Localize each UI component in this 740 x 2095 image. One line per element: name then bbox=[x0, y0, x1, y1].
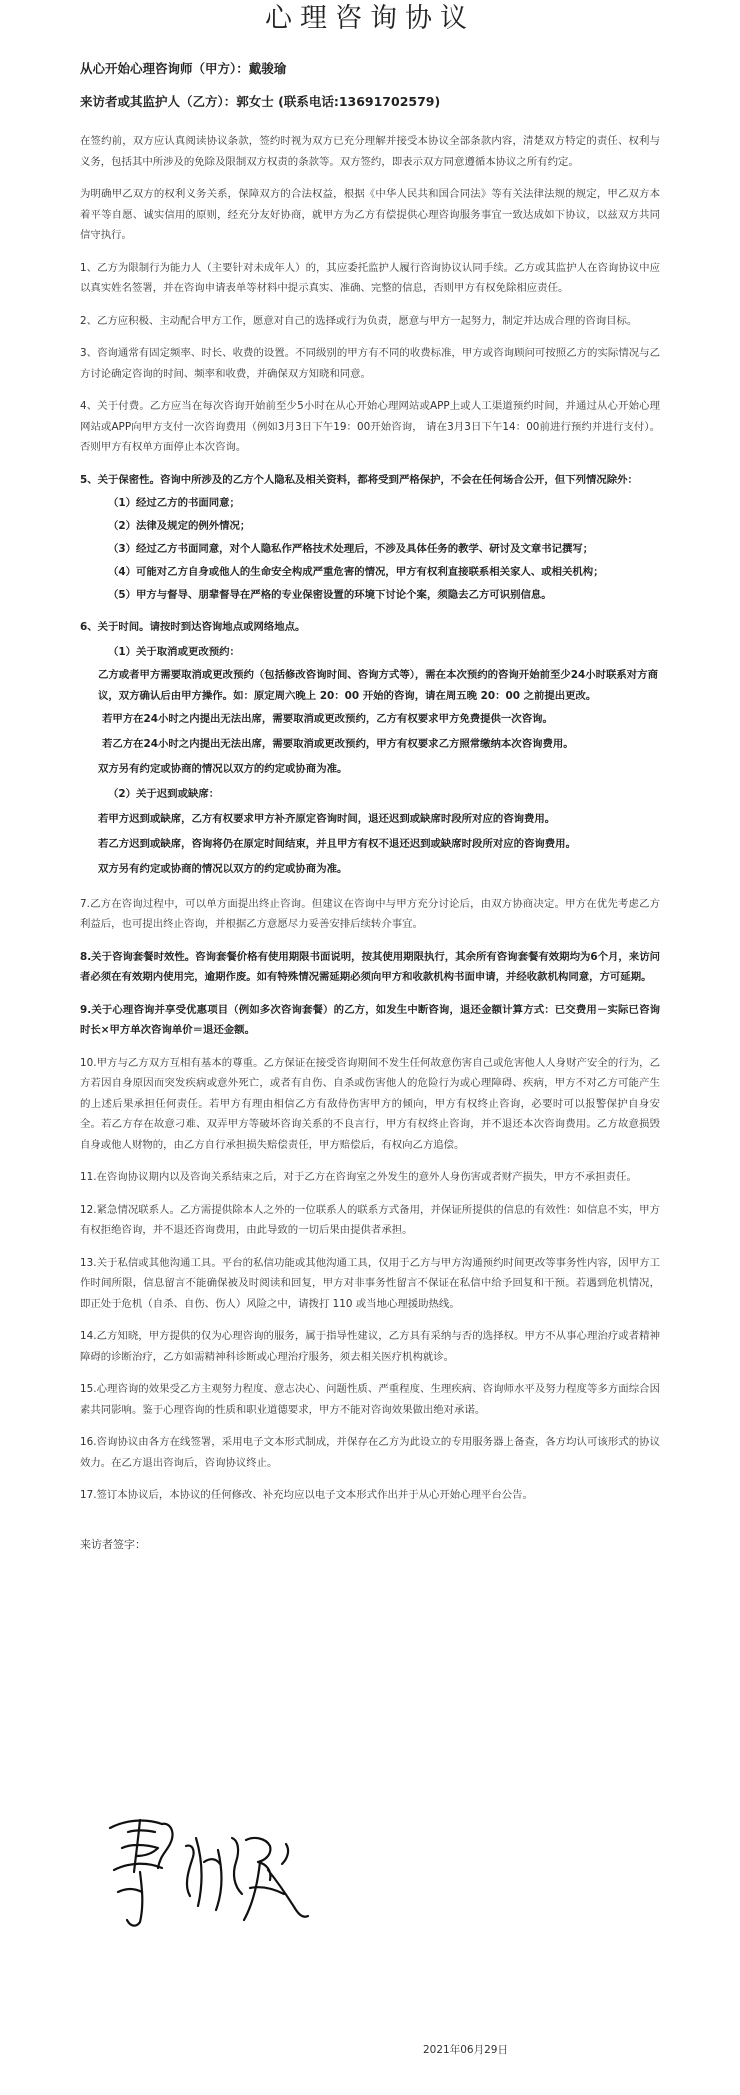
clause-5-exceptions bbox=[80, 492, 660, 607]
clause-3: 3、咨询通常有固定频率、时长、收费的设置。不同级别的甲方有不同的收费标准，甲方或咨询顾问可按照乙方的实际情况与乙方讨论确定咨询的时间、频率和收费，并确保双方知晓和同意。 bbox=[80, 347, 660, 380]
clause-6-intro: 6、关于时间。请按时到达咨询地点或网络地点。 bbox=[80, 621, 306, 633]
document-title: 心理咨询协议 bbox=[265, 3, 475, 34]
clause-5-item: （3）经过乙方书面同意，对个人隐私作严格技术处理后，不涉及具体任务的教学、研讨及文章书记撰写； bbox=[108, 543, 594, 555]
clause-6-line: 若乙方迟到或缺席，咨询将仍在原定时间结束，并且甲方有权不退还迟到或缺席时段所对应的咨询费用。 bbox=[98, 837, 576, 850]
clause-13: 13.关于私信或其他沟通工具。平台的私信功能或其他沟通工具，仅用于乙方与甲方沟通预约时间更改等事务性内容，因甲方工作时间所限，信息留言不能确保被及时阅读和回复，甲方对非事务性留言不保证在私信中给予回复和干预。若遇到危机情况，即正处于危机（自杀、自伤、伤人）风险之中，请拨打 110 或当地心理援助热线。 bbox=[80, 1256, 660, 1310]
clause-7: 7.乙方在咨询过程中，可以单方面提出终止咨询。但建议在咨询中与甲方充分讨论后，由双方协商决定。甲方在优先考虑乙方利益后，也可提出终止咨询，并根据乙方意愿尽力妥善安排后续转介事宜。 bbox=[80, 897, 660, 930]
clause-11: 11.在咨询协议期内以及咨询关系结束之后，对于乙方在咨询室之外发生的意外人身伤害或者财产损失，甲方不承担责任。 bbox=[80, 1171, 637, 1183]
handwritten-signature bbox=[100, 1810, 330, 1935]
clause-12: 12.紧急情况联系人。乙方需提供除本人之外的一位联系人的联系方式备用，并保证所提供的信息的有效性：如信息不实，甲方有权拒绝咨询，并不退还咨询费用，由此导致的一切后果由提供者承担。 bbox=[80, 1203, 660, 1236]
clause-14: 14.乙方知晓，甲方提供的仅为心理咨询的服务，属于指导性建议，乙方具有采纳与否的选择权。甲方不从事心理治疗或者精神障碍的诊断治疗，乙方如需精神科诊断或心理治疗服务，须去相关医疗机构就诊。 bbox=[80, 1330, 660, 1363]
signature-label: 来访者签字： bbox=[80, 1537, 146, 1551]
party-b-line: 来访者或其监护人（乙方）：郭女士 (联系电话:13691702579) bbox=[80, 94, 441, 109]
clause-5-item: （2）法律及规定的例外情况； bbox=[108, 520, 251, 532]
clause-1: 1、乙方为限制行为能力人（主要针对未成年人）的，其应委托监护人履行咨询协议认同手续。乙方或其监护人在咨询协议中应以真实姓名签署，并在咨询申请表单等材料中提示真实、准确、完整的信息，否则甲方有权免除相应责任。 bbox=[80, 261, 660, 294]
clause-2: 2、乙方应积极、主动配合甲方工作，愿意对自己的选择或行为负责，愿意与甲方一起努力，制定并达成合理的咨询目标。 bbox=[80, 314, 638, 327]
clause-6-line: 若甲方迟到或缺席，乙方有权要求甲方补齐原定咨询时间，退还迟到或缺席时段所对应的咨询费用。 bbox=[98, 812, 556, 825]
party-a-line: 从心开始心理咨询师（甲方）：戴骏瑜 bbox=[80, 61, 287, 76]
clause-6-line: 双方另有约定或协商的情况以双方的约定或协商为准。 bbox=[98, 762, 348, 775]
clause-5-item: （4）可能对乙方自身或他人的生命安全构成严重危害的情况，甲方有权利直接联系相关家人、或相关机构； bbox=[108, 566, 604, 578]
clause-6-line: 若甲方在24小时之内提出无法出席，需要取消或更改预约，乙方有权要求甲方免费提供一次咨询。 bbox=[102, 712, 553, 725]
clause-6-heading: （2）关于迟到或缺席： bbox=[108, 787, 220, 800]
intro-paragraph-1: 在签约前，双方应认真阅读协议条款，签约时视为双方已充分理解并接受本协议全部条款内容，清楚双方特定的责任、权利与义务，包括其中所涉及的免除及限制双方权责的条款等。双方签约，即表示双方同意遵循本协议之所有约定。 bbox=[80, 135, 660, 168]
clause-5-item: （1）经过乙方的书面同意； bbox=[108, 497, 240, 509]
clause-6-line: 双方另有约定或协商的情况以双方的约定或协商为准。 bbox=[98, 862, 348, 875]
clause-16: 16.咨询协议由各方在线签署，采用电子文本形式制成，并保存在乙方为此设立的专用服务器上备查，各方均认可该形式的协议效力。在乙方退出咨询后，咨询协议终止。 bbox=[80, 1436, 660, 1469]
clause-15: 15.心理咨询的效果受乙方主观努力程度、意志决心、问题性质、严重程度、生理疾病、咨询师水平及努力程度等多方面综合因素共同影响。鉴于心理咨询的性质和职业道德要求，甲方不能对咨询效果做出绝对承诺。 bbox=[80, 1383, 660, 1416]
clause-8: 8.关于咨询套餐时效性。咨询套餐价格有使用期限书面说明，按其使用期限执行，其余所有咨询套餐有效期均为6个月，来访问者必须在有效期内使用完，逾期作废。如有特殊情况需延期必须向甲方和收款机构书面申请，并经收款机构同意，方可延期。 bbox=[80, 950, 660, 983]
clause-6-line: 乙方或者甲方需要取消或更改预约（包括修改咨询时间、咨询方式等），需在本次预约的咨询开始前至少24小时联系对方商议，双方确认后由甲方操作。如：原定周六晚上 20：00 开始的咨询，请在周五晚 20：00 之前提出更改。 bbox=[98, 668, 658, 702]
clause-6-line: 若乙方在24小时之内提出无法出席，需要取消或更改预约，甲方有权要求乙方照常缴纳本次咨询费用。 bbox=[102, 737, 574, 750]
intro-paragraph-2: 为明确甲乙双方的权利义务关系，保障双方的合法权益，根据《中华人民共和国合同法》等有关法律法规的规定，甲乙双方本着平等自愿、诚实信用的原则，经充分友好协商，就甲方为乙方有偿提供心理咨询服务事宜一致达成如下协议，以兹双方共同信守执行。 bbox=[80, 188, 660, 241]
clause-9: 9.关于心理咨询并享受优惠项目（例如多次咨询套餐）的乙方，如发生中断咨询，退还金额计算方式：已交费用－实际已咨询时长×甲方单次咨询单价＝退还金额。 bbox=[80, 1003, 660, 1036]
signing-date: 2021年06月29日 bbox=[423, 2044, 508, 2056]
clause-6-heading: （1）关于取消或更改预约： bbox=[108, 645, 240, 658]
clause-5-item: （5）甲方与督导、朋辈督导在严格的专业保密设置的环境下讨论个案，须隐去乙方可识别信息。 bbox=[108, 589, 552, 601]
clause-4: 4、关于付费。乙方应当在每次咨询开始前至少5小时在从心开始心理网站或APP上或人工渠道预约时间，并通过从心开始心理网站或APP向甲方支付一次咨询费用（例如3月3日下午19：00开始咨询， 请在3月3日下午14：00前进行预约并进行支付）。否则甲方有权单方面停止本次咨询。 bbox=[80, 400, 660, 453]
clause-10: 10.甲方与乙方双方互相有基本的尊重。乙方保证在接受咨询期间不发生任何故意伤害自己或危害他人人身财产安全的行为，乙方若因自身原因而突发疾病或意外死亡，或者有自伤、自杀或伤害他人的危险行为或心理障碍、疾病，甲方不对乙方可能产生的上述后果承担任何责任。若甲方有理由相信乙方有敌侍伤害甲方的倾向，甲方有权终止咨询，必要时可以报警保护自身安全。若乙方存在故意刁难、双弄甲方等破坏咨询关系的不良言行，甲方有权终止咨询，并不退还本次咨询费用。乙方故意损毁自身或他人财物的，由乙方自行承担损失赔偿责任，甲方赔偿后，有权向乙方追偿。 bbox=[80, 1056, 660, 1151]
clause-6-details bbox=[80, 640, 660, 882]
clause-5-intro: 5、关于保密性。咨询中所涉及的乙方个人隐私及相关资料，都将受到严格保护，不会在任何场合公开，但下列情况除外： bbox=[80, 473, 638, 486]
clause-17: 17.签订本协议后，本协议的任何修改、补充均应以电子文本形式作出并于从心开始心理平台公告。 bbox=[80, 1489, 533, 1501]
